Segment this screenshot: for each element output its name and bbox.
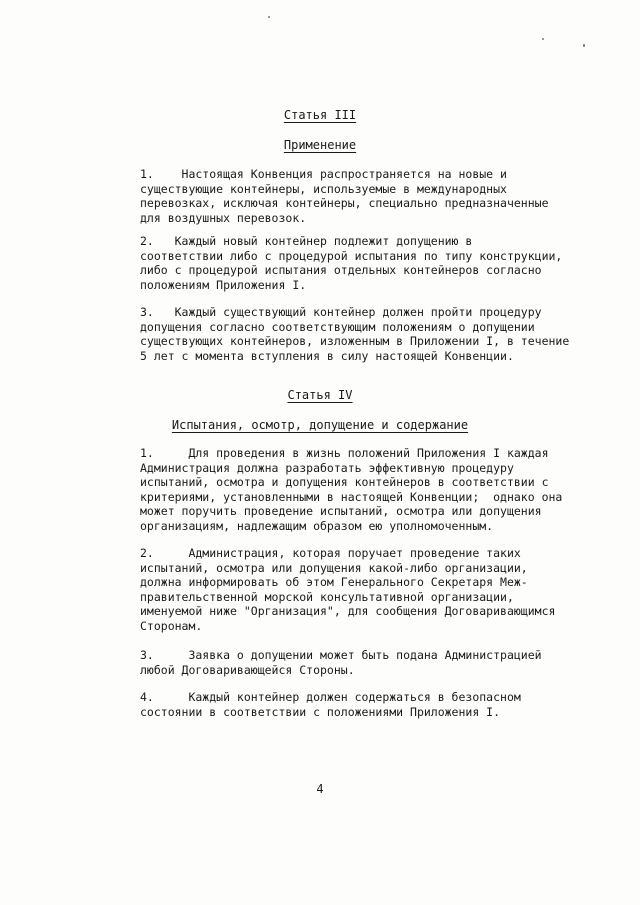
paragraph-line: должна информировать об этом Генерального Секретаря Меж- [140,575,528,590]
article-4-paragraph-4 [140,690,600,719]
article-3-subheading-text: Применение [283,138,357,152]
article-3-paragraph-1 [140,167,600,225]
paragraph-line: 2. Администрация, которая поручает проведение таких [140,546,521,560]
paragraph-line: Администрация должна разработать эффективную процедуру [140,460,514,475]
paragraph-line: 3. Каждый существующий контейнер должен пройти процедуру [140,305,542,319]
article-4-subheading [0,418,640,432]
article-4-paragraph-2 [140,546,600,634]
paragraph-line: именуемой ниже "Организация", для сообщения Договаривающимся [140,604,556,619]
paragraph-line: 5 лет с момента вступления в силу настоящей Конвенции. [140,348,514,363]
scan-speck [542,38,544,40]
paragraph-line: перевозках, исключая контейнеры, специально предназначенные [140,196,549,211]
paragraph-line: 2. Каждый новый контейнер подлежит допущению в [140,234,473,248]
paragraph-line: критериями, установленными в настоящей Конвенции; однако она [140,489,563,504]
article-4-heading [0,388,640,402]
paragraph-line: состоянии в соответствии с положениями Приложения I. [140,704,501,719]
paragraph-line: любой Договаривающейся Стороны. [140,662,355,677]
paragraph-line: 1. Настоящая Конвенция распространяется на новые и [140,167,507,181]
article-3-paragraph-2 [140,234,600,292]
paragraph-line: правительственной морской консультативной организации, [140,589,514,604]
article-3-paragraph-3 [140,305,600,363]
scan-speck [268,16,270,18]
paragraph-line: соответствии либо с процедурой испытания по типу конструкции, [140,248,563,263]
paragraph-line: либо с процедурой испытания отдельных контейнеров согласно [140,263,542,278]
paragraph-line: допущения согласно соответствующим положениям о допущении [140,319,535,334]
article-4-paragraph-1 [140,446,600,534]
article-3-heading-text: Статья III [283,108,357,122]
article-4-heading-text: Статья IV [287,388,353,402]
paragraph-line: испытаний, осмотра или допущения какой-либо организации, [140,560,528,575]
paragraph-line: 4. Каждый контейнер должен содержаться в безопасном [140,690,521,704]
paragraph-line: существующих контейнеров, изложенным в Приложении I, в течение [140,334,570,349]
paragraph-line: положениям Приложения I. [140,277,307,292]
paragraph-line: организациям, надлежащим образом ею уполномоченным. [140,518,494,533]
article-3-heading [0,108,640,122]
paragraph-line: для воздушных перевозок. [140,210,307,225]
paragraph-line: испытаний, осмотра и допущения контейнеров в соответствии с [140,475,549,490]
article-3-subheading [0,138,640,152]
paragraph-line: может поручить проведение испытаний, осмотра или допущения [140,504,542,519]
paragraph-line: 3. Заявка о допущении может быть подана Администрацией [140,648,542,662]
article-4-subheading-text: Испытания, осмотр, допущение и содержание [171,418,469,432]
paragraph-line: 1. Для проведения в жизнь положений Приложения I каждая [140,446,549,460]
paragraph-line: Сторонам. [140,618,203,633]
article-4-paragraph-3 [140,648,600,677]
page-number: 4 [316,782,324,796]
paragraph-line: существующие контейнеры, используемые в международных [140,181,507,196]
scan-speck [583,44,585,47]
